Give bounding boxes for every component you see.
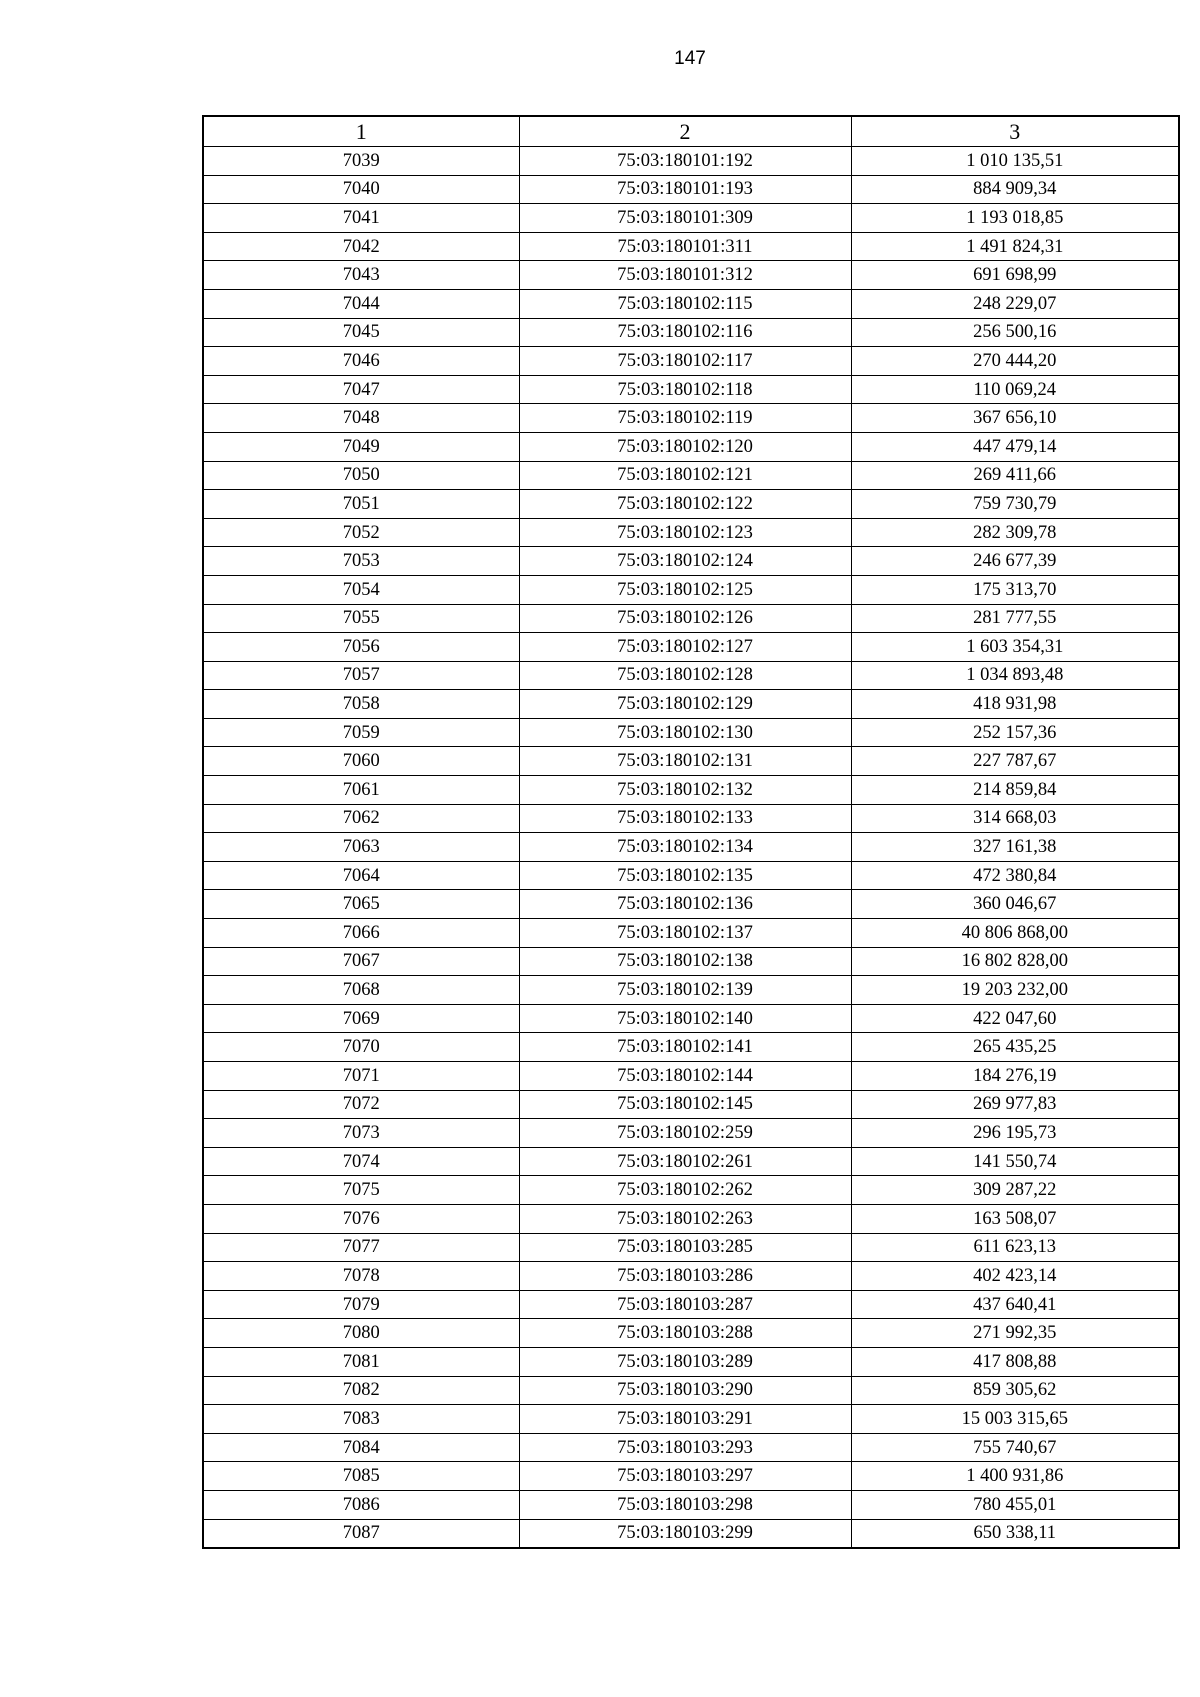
cadastral-number-cell: 75:03:180102:127 (519, 633, 851, 662)
cadastral-number-cell: 75:03:180102:144 (519, 1062, 851, 1091)
value-cell: 227 787,67 (851, 747, 1179, 776)
cadastral-number-cell: 75:03:180103:299 (519, 1519, 851, 1548)
cadastral-number-cell: 75:03:180102:118 (519, 375, 851, 404)
value-cell: 859 305,62 (851, 1376, 1179, 1405)
value-cell: 265 435,25 (851, 1033, 1179, 1062)
value-cell: 611 623,13 (851, 1233, 1179, 1262)
table-row (203, 919, 1179, 948)
cadastral-number-cell: 75:03:180102:132 (519, 776, 851, 805)
cadastral-number-cell: 75:03:180102:141 (519, 1033, 851, 1062)
value-cell: 19 203 232,00 (851, 976, 1179, 1005)
table-body (203, 147, 1179, 1549)
table-row (203, 1376, 1179, 1405)
row-number-cell: 7072 (203, 1090, 519, 1119)
cadastral-number-cell: 75:03:180102:136 (519, 890, 851, 919)
table-row (203, 289, 1179, 318)
table-row (203, 1233, 1179, 1262)
cadastral-number-cell: 75:03:180102:128 (519, 661, 851, 690)
value-cell: 282 309,78 (851, 518, 1179, 547)
table-row (203, 204, 1179, 233)
cadastral-number-cell: 75:03:180102:117 (519, 347, 851, 376)
value-cell: 141 550,74 (851, 1147, 1179, 1176)
value-cell: 759 730,79 (851, 490, 1179, 519)
value-cell: 309 287,22 (851, 1176, 1179, 1205)
table-row (203, 461, 1179, 490)
cadastral-number-cell: 75:03:180102:123 (519, 518, 851, 547)
row-number-cell: 7071 (203, 1062, 519, 1091)
value-cell: 214 859,84 (851, 776, 1179, 805)
row-number-cell: 7070 (203, 1033, 519, 1062)
row-number-cell: 7040 (203, 175, 519, 204)
row-number-cell: 7042 (203, 232, 519, 261)
cadastral-number-cell: 75:03:180102:129 (519, 690, 851, 719)
value-cell: 422 047,60 (851, 1004, 1179, 1033)
cadastral-number-cell: 75:03:180102:263 (519, 1204, 851, 1233)
row-number-cell: 7060 (203, 747, 519, 776)
row-number-cell: 7043 (203, 261, 519, 290)
row-number-cell: 7065 (203, 890, 519, 919)
value-cell: 367 656,10 (851, 404, 1179, 433)
table-row (203, 318, 1179, 347)
cadastral-number-cell: 75:03:180102:139 (519, 976, 851, 1005)
row-number-cell: 7047 (203, 375, 519, 404)
value-cell: 15 003 315,65 (851, 1405, 1179, 1434)
row-number-cell: 7055 (203, 604, 519, 633)
value-cell: 40 806 868,00 (851, 919, 1179, 948)
cadastral-number-cell: 75:03:180101:192 (519, 147, 851, 176)
cadastral-number-cell: 75:03:180101:312 (519, 261, 851, 290)
table-row (203, 490, 1179, 519)
cadastral-number-cell: 75:03:180103:288 (519, 1319, 851, 1348)
cadastral-number-cell: 75:03:180103:293 (519, 1433, 851, 1462)
value-cell: 1 491 824,31 (851, 232, 1179, 261)
row-number-cell: 7044 (203, 289, 519, 318)
row-number-cell: 7073 (203, 1119, 519, 1148)
row-number-cell: 7066 (203, 919, 519, 948)
row-number-cell: 7078 (203, 1262, 519, 1291)
table-row (203, 661, 1179, 690)
table-row (203, 833, 1179, 862)
value-cell: 248 229,07 (851, 289, 1179, 318)
row-number-cell: 7082 (203, 1376, 519, 1405)
row-number-cell: 7056 (203, 633, 519, 662)
value-cell: 780 455,01 (851, 1490, 1179, 1519)
cadastral-number-cell: 75:03:180102:120 (519, 432, 851, 461)
row-number-cell: 7045 (203, 318, 519, 347)
value-cell: 1 010 135,51 (851, 147, 1179, 176)
cadastral-number-cell: 75:03:180101:309 (519, 204, 851, 233)
cadastral-number-cell: 75:03:180103:285 (519, 1233, 851, 1262)
table-row (203, 1319, 1179, 1348)
row-number-cell: 7077 (203, 1233, 519, 1262)
table-row (203, 261, 1179, 290)
cadastral-number-cell: 75:03:180102:115 (519, 289, 851, 318)
row-number-cell: 7048 (203, 404, 519, 433)
data-table (202, 115, 1180, 1549)
row-number-cell: 7058 (203, 690, 519, 719)
table-row (203, 175, 1179, 204)
cadastral-number-cell: 75:03:180102:135 (519, 861, 851, 890)
value-cell: 437 640,41 (851, 1290, 1179, 1319)
row-number-cell: 7052 (203, 518, 519, 547)
table-row (203, 1347, 1179, 1376)
value-cell: 472 380,84 (851, 861, 1179, 890)
table-row (203, 776, 1179, 805)
table-row (203, 147, 1179, 176)
cadastral-number-cell: 75:03:180102:119 (519, 404, 851, 433)
cadastral-number-cell: 75:03:180102:125 (519, 575, 851, 604)
row-number-cell: 7084 (203, 1433, 519, 1462)
row-number-cell: 7076 (203, 1204, 519, 1233)
table-row (203, 1262, 1179, 1291)
table-row (203, 947, 1179, 976)
table-row (203, 633, 1179, 662)
cadastral-number-cell: 75:03:180102:145 (519, 1090, 851, 1119)
row-number-cell: 7074 (203, 1147, 519, 1176)
table-row (203, 976, 1179, 1005)
row-number-cell: 7062 (203, 804, 519, 833)
row-number-cell: 7039 (203, 147, 519, 176)
row-number-cell: 7087 (203, 1519, 519, 1548)
value-cell: 246 677,39 (851, 547, 1179, 576)
page-number: 147 (674, 48, 706, 69)
cadastral-number-cell: 75:03:180102:131 (519, 747, 851, 776)
cadastral-number-cell: 75:03:180102:133 (519, 804, 851, 833)
table-row (203, 1433, 1179, 1462)
value-cell: 755 740,67 (851, 1433, 1179, 1462)
table-row (203, 890, 1179, 919)
table-row (203, 1405, 1179, 1434)
row-number-cell: 7067 (203, 947, 519, 976)
value-cell: 360 046,67 (851, 890, 1179, 919)
cadastral-number-cell: 75:03:180102:130 (519, 718, 851, 747)
cadastral-number-cell: 75:03:180103:290 (519, 1376, 851, 1405)
table-row (203, 718, 1179, 747)
value-cell: 402 423,14 (851, 1262, 1179, 1291)
value-cell: 184 276,19 (851, 1062, 1179, 1091)
cadastral-number-cell: 75:03:180103:298 (519, 1490, 851, 1519)
cadastral-number-cell: 75:03:180103:291 (519, 1405, 851, 1434)
table-row (203, 604, 1179, 633)
value-cell: 296 195,73 (851, 1119, 1179, 1148)
table-row (203, 347, 1179, 376)
value-cell: 1 603 354,31 (851, 633, 1179, 662)
row-number-cell: 7057 (203, 661, 519, 690)
row-number-cell: 7075 (203, 1176, 519, 1205)
cadastral-number-cell: 75:03:180101:193 (519, 175, 851, 204)
value-cell: 884 909,34 (851, 175, 1179, 204)
row-number-cell: 7046 (203, 347, 519, 376)
table-row (203, 861, 1179, 890)
value-cell: 691 698,99 (851, 261, 1179, 290)
table-row (203, 1147, 1179, 1176)
table-row (203, 747, 1179, 776)
cadastral-number-cell: 75:03:180102:126 (519, 604, 851, 633)
value-cell: 418 931,98 (851, 690, 1179, 719)
row-number-cell: 7068 (203, 976, 519, 1005)
cadastral-number-cell: 75:03:180102:134 (519, 833, 851, 862)
row-number-cell: 7050 (203, 461, 519, 490)
row-number-cell: 7083 (203, 1405, 519, 1434)
table-row (203, 575, 1179, 604)
row-number-cell: 7079 (203, 1290, 519, 1319)
cadastral-number-cell: 75:03:180103:289 (519, 1347, 851, 1376)
value-cell: 327 161,38 (851, 833, 1179, 862)
cadastral-number-cell: 75:03:180102:137 (519, 919, 851, 948)
table-row (203, 1519, 1179, 1548)
column-header: 2 (519, 116, 851, 147)
cadastral-number-cell: 75:03:180102:261 (519, 1147, 851, 1176)
table-row (203, 1462, 1179, 1491)
table-row (203, 1062, 1179, 1091)
table-row (203, 375, 1179, 404)
row-number-cell: 7085 (203, 1462, 519, 1491)
cadastral-number-cell: 75:03:180103:286 (519, 1262, 851, 1291)
value-cell: 175 313,70 (851, 575, 1179, 604)
row-number-cell: 7061 (203, 776, 519, 805)
table-row (203, 1204, 1179, 1233)
row-number-cell: 7051 (203, 490, 519, 519)
cadastral-number-cell: 75:03:180101:311 (519, 232, 851, 261)
table-row (203, 232, 1179, 261)
table-row (203, 1176, 1179, 1205)
value-cell: 271 992,35 (851, 1319, 1179, 1348)
table-row (203, 1290, 1179, 1319)
row-number-cell: 7080 (203, 1319, 519, 1348)
row-number-cell: 7086 (203, 1490, 519, 1519)
row-number-cell: 7054 (203, 575, 519, 604)
table-row (203, 690, 1179, 719)
row-number-cell: 7063 (203, 833, 519, 862)
cadastral-number-cell: 75:03:180102:116 (519, 318, 851, 347)
value-cell: 270 444,20 (851, 347, 1179, 376)
cadastral-number-cell: 75:03:180102:259 (519, 1119, 851, 1148)
value-cell: 269 977,83 (851, 1090, 1179, 1119)
table-row (203, 1033, 1179, 1062)
row-number-cell: 7053 (203, 547, 519, 576)
value-cell: 256 500,16 (851, 318, 1179, 347)
value-cell: 314 668,03 (851, 804, 1179, 833)
cadastral-number-cell: 75:03:180103:297 (519, 1462, 851, 1491)
value-cell: 252 157,36 (851, 718, 1179, 747)
value-cell: 281 777,55 (851, 604, 1179, 633)
header-row (203, 116, 1179, 147)
table-row (203, 804, 1179, 833)
table-row (203, 404, 1179, 433)
table-row (203, 547, 1179, 576)
column-header: 3 (851, 116, 1179, 147)
value-cell: 110 069,24 (851, 375, 1179, 404)
row-number-cell: 7069 (203, 1004, 519, 1033)
cadastral-number-cell: 75:03:180102:138 (519, 947, 851, 976)
value-cell: 269 411,66 (851, 461, 1179, 490)
table-header (203, 116, 1179, 147)
table-row (203, 518, 1179, 547)
row-number-cell: 7049 (203, 432, 519, 461)
value-cell: 417 808,88 (851, 1347, 1179, 1376)
value-cell: 650 338,11 (851, 1519, 1179, 1548)
value-cell: 1 400 931,86 (851, 1462, 1179, 1491)
table-row (203, 1119, 1179, 1148)
table-row (203, 1004, 1179, 1033)
value-cell: 447 479,14 (851, 432, 1179, 461)
column-header: 1 (203, 116, 519, 147)
cadastral-number-cell: 75:03:180102:124 (519, 547, 851, 576)
cadastral-number-cell: 75:03:180102:140 (519, 1004, 851, 1033)
table-row (203, 432, 1179, 461)
value-cell: 1 193 018,85 (851, 204, 1179, 233)
row-number-cell: 7064 (203, 861, 519, 890)
row-number-cell: 7059 (203, 718, 519, 747)
row-number-cell: 7041 (203, 204, 519, 233)
value-cell: 16 802 828,00 (851, 947, 1179, 976)
cadastral-number-cell: 75:03:180102:262 (519, 1176, 851, 1205)
row-number-cell: 7081 (203, 1347, 519, 1376)
value-cell: 163 508,07 (851, 1204, 1179, 1233)
cadastral-number-cell: 75:03:180102:122 (519, 490, 851, 519)
cadastral-number-cell: 75:03:180103:287 (519, 1290, 851, 1319)
table-row (203, 1090, 1179, 1119)
cadastral-number-cell: 75:03:180102:121 (519, 461, 851, 490)
table-row (203, 1490, 1179, 1519)
value-cell: 1 034 893,48 (851, 661, 1179, 690)
